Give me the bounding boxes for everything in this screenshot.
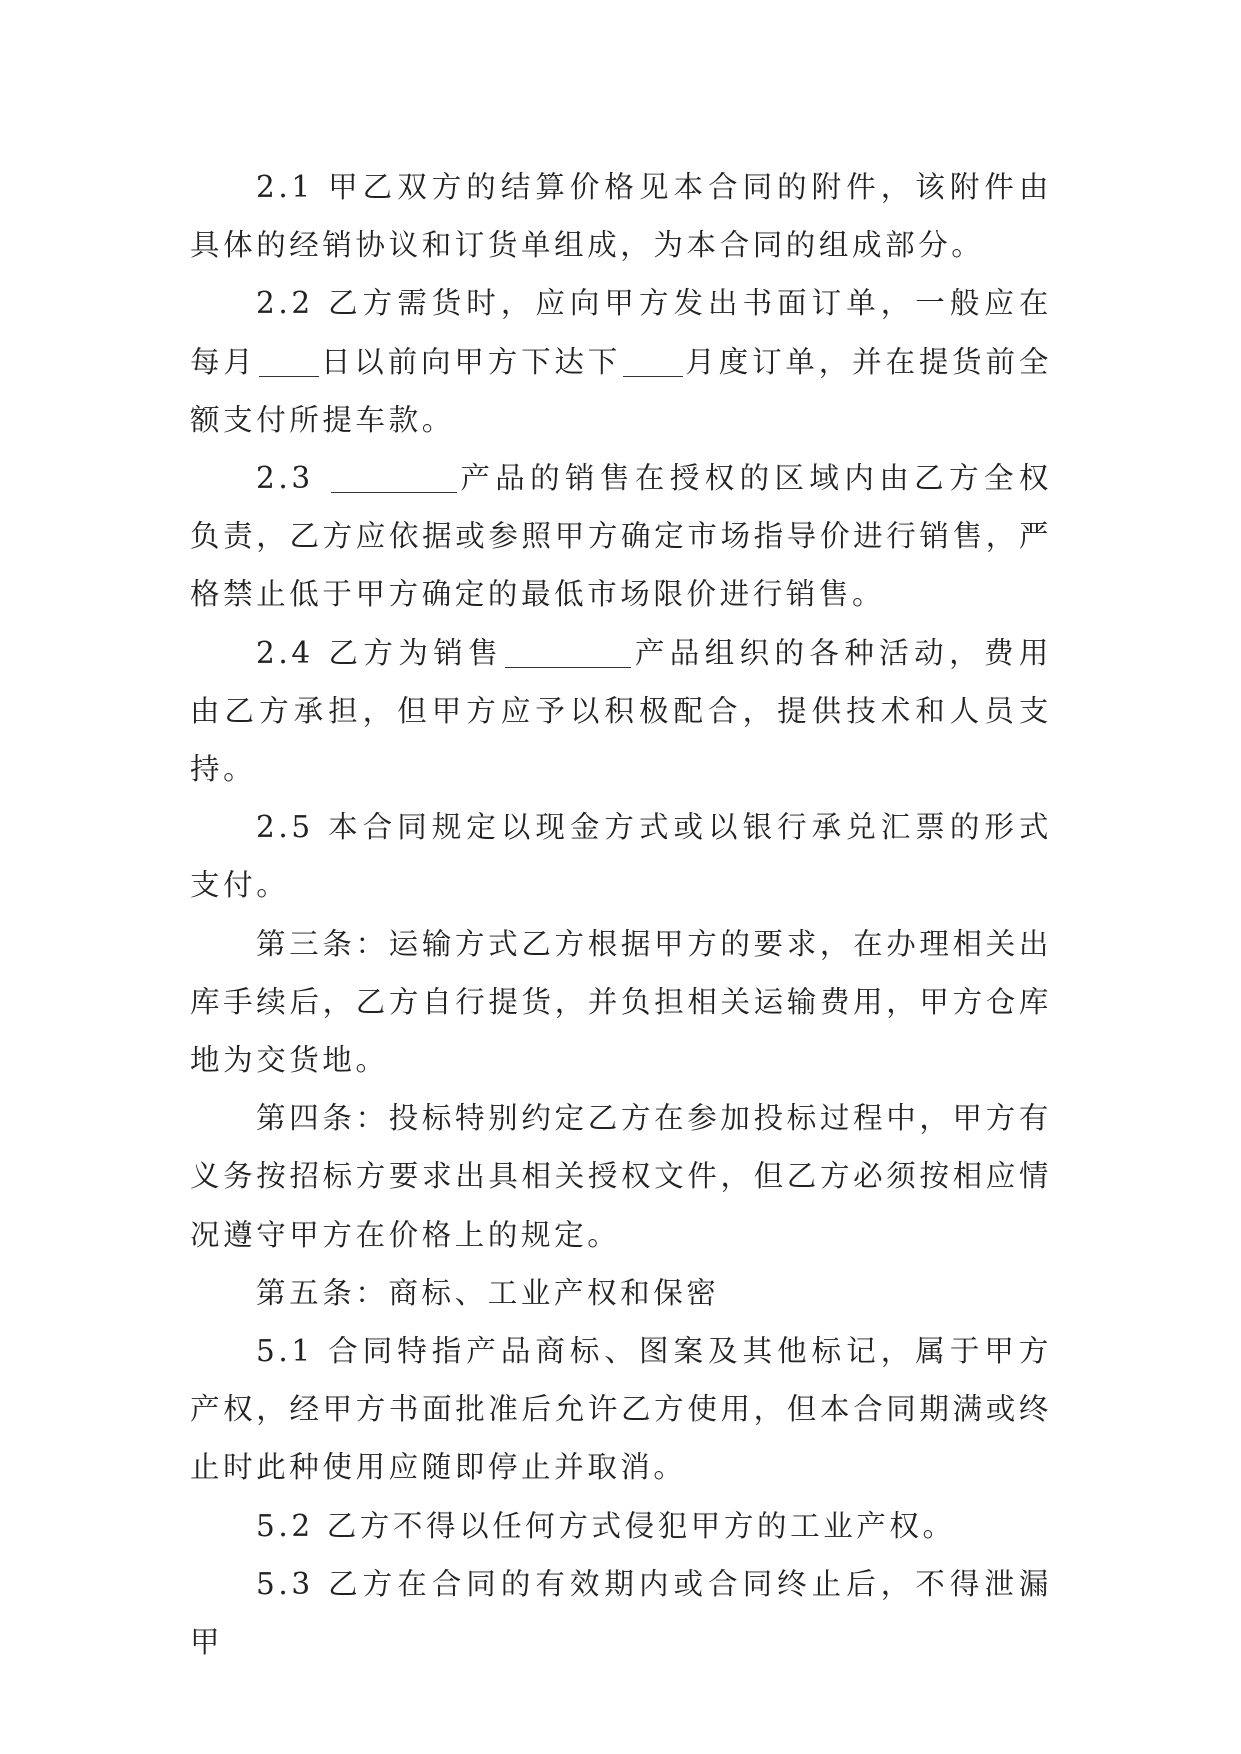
clause-2-2 [190, 274, 1052, 449]
contract-body [190, 158, 1052, 1671]
fill-blank-month [623, 345, 683, 377]
clause-text: 5.3 乙方在合同的有效期内或合同终止后，不得泄漏甲 [190, 1566, 1052, 1660]
clause-text: 2.1 甲乙双方的结算价格见本合同的附件，该附件由具体的经销协议和订货单组成，为本合同的组成部分。 [190, 170, 1052, 263]
clause-2-5 [190, 798, 1052, 914]
clause-text: 第五条：商标、工业产权和保密 [256, 1275, 720, 1310]
clause-text: 第三条：运输方式乙方根据甲方的要求，在办理相关出库手续后，乙方自行提货，并负担相关运输费用，甲方仓库地为交货地。 [190, 926, 1052, 1078]
clause-5-3 [190, 1555, 1052, 1671]
clause-2-4 [190, 624, 1052, 799]
clause-5-1 [190, 1322, 1052, 1497]
clause-text: 日以前向甲方下达下 [320, 344, 622, 379]
article-4 [190, 1089, 1052, 1264]
clause-5-2 [190, 1497, 1052, 1555]
article-5-heading [190, 1264, 1052, 1322]
clause-text: 产品组织的各种活动，费用由乙方承担，但甲方应予以积极配合，提供技术和人员支持。 [190, 635, 1052, 787]
fill-blank-product [331, 461, 457, 493]
clause-2-3 [190, 449, 1052, 624]
clause-text: 2.3 [256, 461, 329, 496]
clause-text: 5.1 合同特指产品商标、图案及其他标记，属于甲方产权，经甲方书面批准后允许乙方使用，但本合同期满或终止时此种使用应随即停止并取消。 [190, 1334, 1052, 1485]
clause-text: 5.2 乙方不得以任何方式侵犯甲方的工业产权。 [256, 1508, 956, 1543]
fill-blank-day [259, 345, 319, 377]
clause-text: 月度订单，并在提货前全额支付所提车款。 [190, 344, 1052, 437]
clause-text: 2.4 乙方为销售 [256, 635, 504, 670]
clause-text: 2.2 乙方需货时，应向甲方发出书面订单，一般应在每月 [190, 286, 1052, 379]
clause-2-1 [190, 158, 1052, 274]
clause-text: 第四条：投标特别约定乙方在参加投标过程中，甲方有义务按招标方要求出具相关授权文件，但乙方必须按相应情况遵守甲方在价格上的规定。 [190, 1101, 1052, 1252]
clause-text: 2.5 本合同规定以现金方式或以银行承兑汇票的形式支付。 [190, 810, 1052, 903]
fill-blank-product [505, 636, 631, 668]
clause-text: 产品的销售在授权的区域内由乙方全权负责，乙方应依据或参照甲方确定市场指导价进行销售，严格禁止低于甲方确定的最低市场限价进行销售。 [190, 461, 1052, 612]
article-3 [190, 915, 1052, 1090]
